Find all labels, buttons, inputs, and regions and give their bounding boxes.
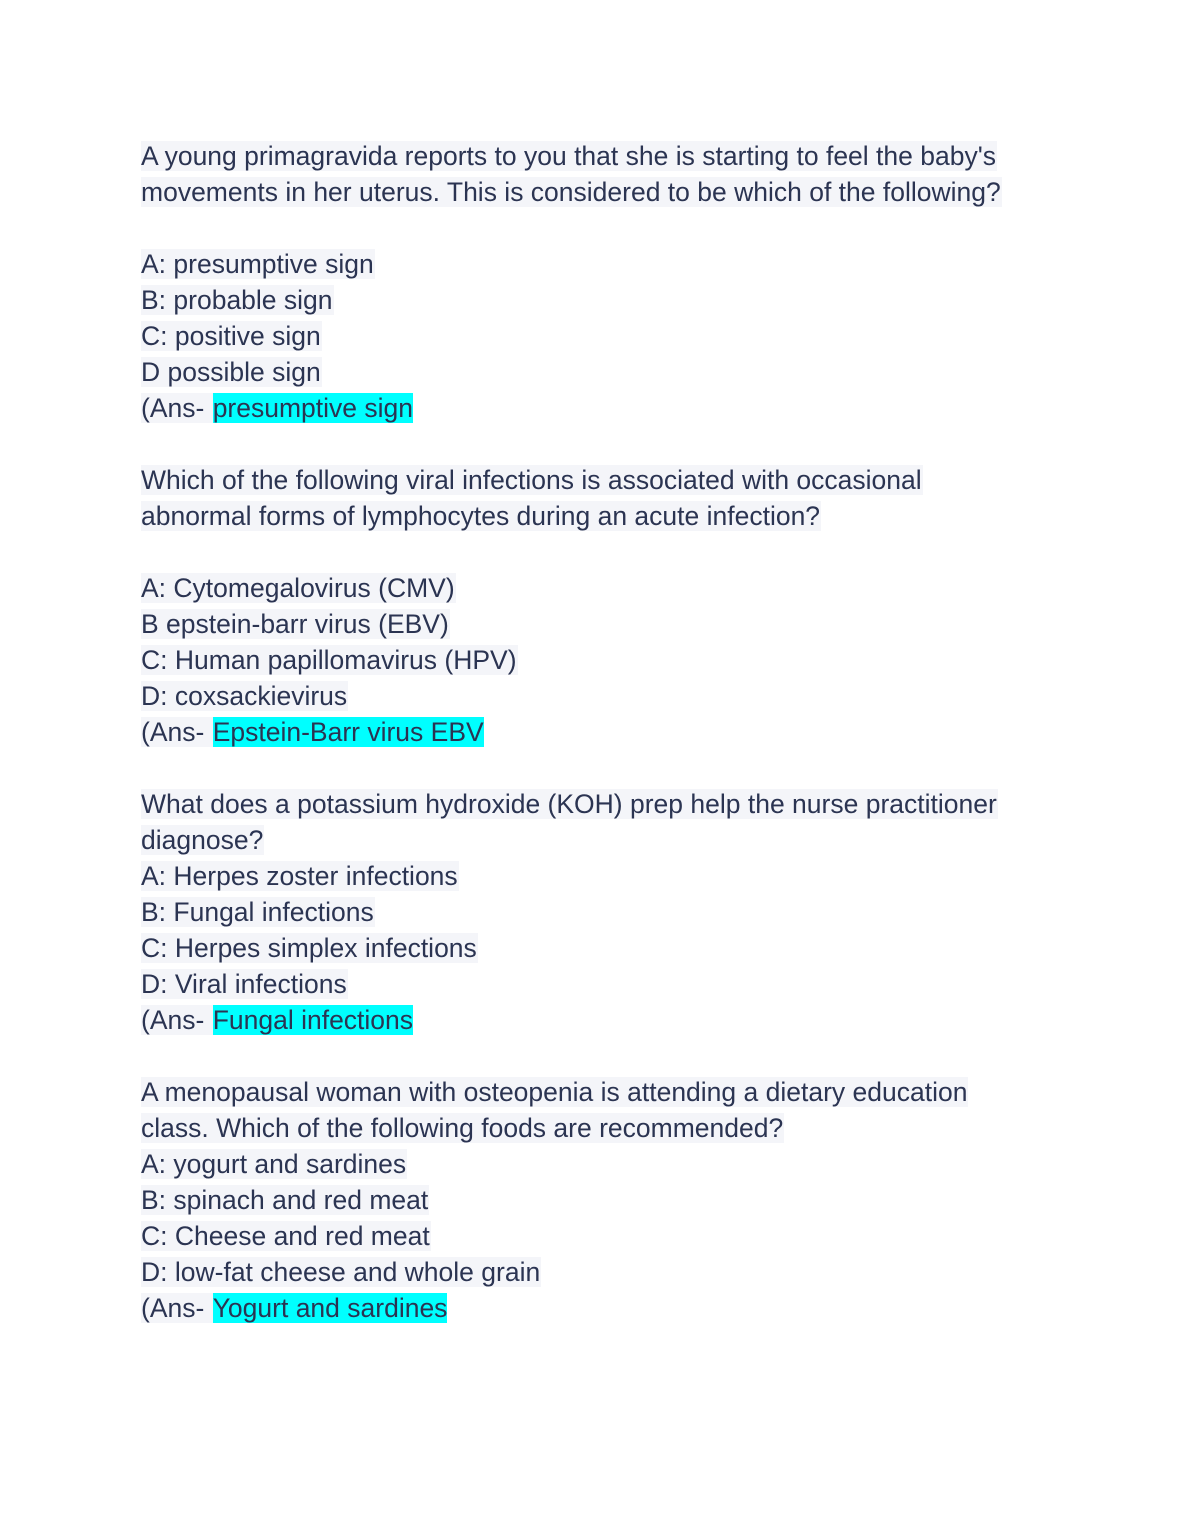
- question-stem-line: A young primagravida reports to you that she is starting to feel the baby's: [141, 141, 997, 171]
- answer-line: [141, 390, 1041, 426]
- answer-prefix: (Ans-: [141, 717, 212, 747]
- answer-option: A: Herpes zoster infections: [141, 861, 458, 891]
- question-block: [141, 138, 1041, 426]
- answer-option: A: Cytomegalovirus (CMV): [141, 573, 455, 603]
- answer-option: A: presumptive sign: [141, 249, 374, 279]
- answer-line: [141, 1290, 1041, 1326]
- question-stem-line: diagnose?: [141, 825, 264, 855]
- question-stem-line: movements in her uterus. This is considered to be which of the following?: [141, 177, 1001, 207]
- answer-option: C: Herpes simplex infections: [141, 933, 477, 963]
- answer-option: D: coxsackievirus: [141, 681, 348, 711]
- answer-line: [141, 1002, 1041, 1038]
- question-block: [141, 1074, 1041, 1326]
- answer-prefix: (Ans-: [141, 393, 212, 423]
- answer-prefix: (Ans-: [141, 1005, 212, 1035]
- answer-option: C: positive sign: [141, 321, 321, 351]
- question-stem-line: abnormal forms of lymphocytes during an acute infection?: [141, 501, 821, 531]
- answer-option: B: Fungal infections: [141, 897, 374, 927]
- question-block: [141, 786, 1041, 1038]
- answer-highlight: Epstein-Barr virus EBV: [212, 717, 484, 747]
- question-stem-line: What does a potassium hydroxide (KOH) prep help the nurse practitioner: [141, 789, 997, 819]
- answer-prefix: (Ans-: [141, 1293, 212, 1323]
- answer-option: B: spinach and red meat: [141, 1185, 429, 1215]
- answer-option: B: probable sign: [141, 285, 333, 315]
- answer-option: B epstein-barr virus (EBV): [141, 609, 449, 639]
- answer-option: C: Cheese and red meat: [141, 1221, 430, 1251]
- answer-option: D possible sign: [141, 357, 321, 387]
- answer-option: A: yogurt and sardines: [141, 1149, 407, 1179]
- answer-line: [141, 714, 1041, 750]
- document-page: [141, 138, 1041, 1326]
- answer-highlight: presumptive sign: [212, 393, 414, 423]
- answer-highlight: Yogurt and sardines: [212, 1293, 448, 1323]
- answer-option: D: Viral infections: [141, 969, 347, 999]
- question-stem-line: Which of the following viral infections is associated with occasional: [141, 465, 922, 495]
- answer-option: D: low-fat cheese and whole grain: [141, 1257, 541, 1287]
- answer-highlight: Fungal infections: [212, 1005, 414, 1035]
- question-stem-line: class. Which of the following foods are recommended?: [141, 1113, 784, 1143]
- question-block: [141, 462, 1041, 750]
- answer-option: C: Human papillomavirus (HPV): [141, 645, 517, 675]
- question-stem-line: A menopausal woman with osteopenia is attending a dietary education: [141, 1077, 968, 1107]
